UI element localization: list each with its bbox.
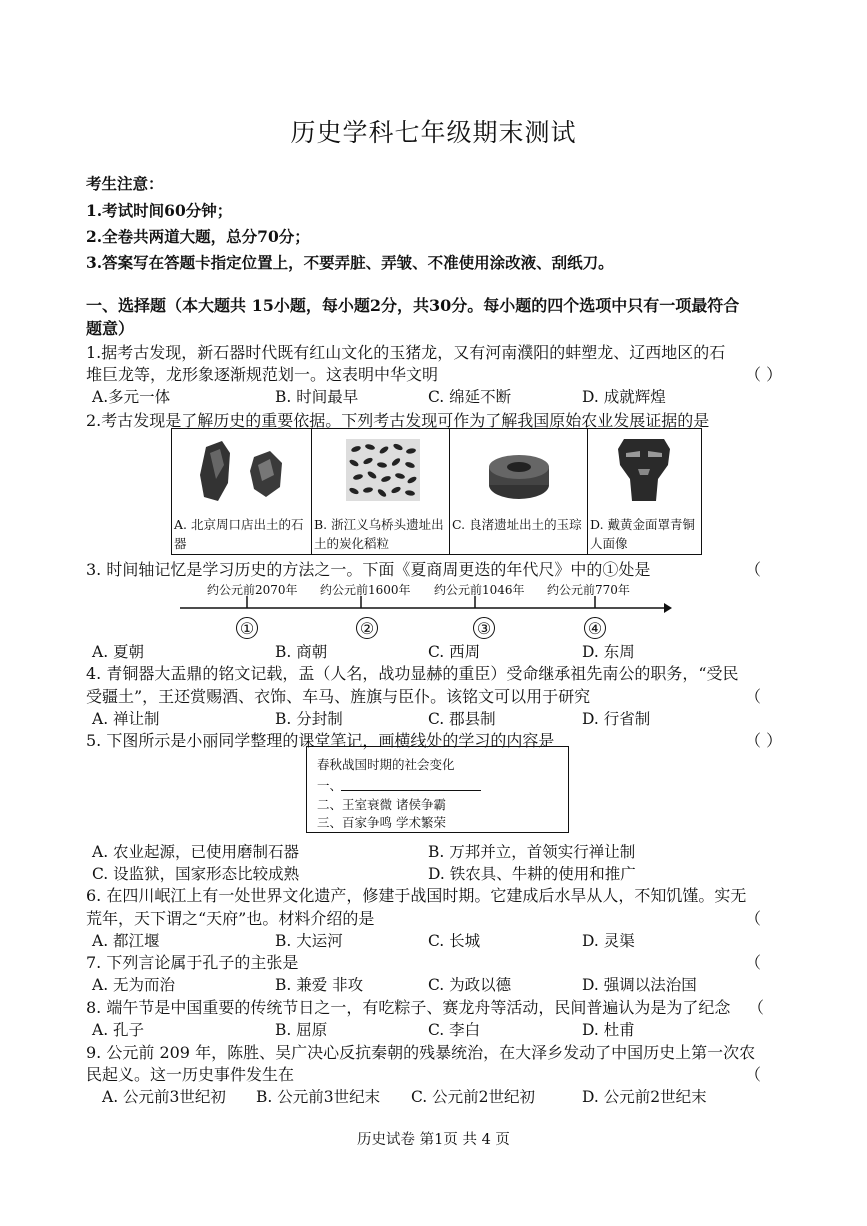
timeline-mark-4: ④ (584, 617, 606, 639)
q9-answer-paren: （ (745, 1065, 762, 1084)
q8-option-a: A. 孔子 (92, 1021, 145, 1039)
q2-cell-c (450, 429, 588, 554)
q1-stem-cont: 堆巨龙等，龙形象逐渐规范划一。这表明中华文明 (86, 365, 439, 384)
q2-stem: 2.考古发现是了解历史的重要依据。下列考古发现可作为了解我国原始农业发展证据的是 (86, 411, 710, 430)
q7-option-b: B. 兼爱 非攻 (275, 976, 364, 994)
timeline-arrow (664, 603, 672, 613)
q9-option-a: A. 公元前3世纪初 (102, 1088, 226, 1106)
page-title: 历史学科七年级期末测试 (290, 118, 577, 147)
q5-stem: 5. 下图所示是小丽同学整理的课堂笔记，画横线处的学习的内容是 (86, 731, 555, 750)
carbonized-rice-image (318, 435, 444, 509)
q8-option-b: B. 屈原 (275, 1021, 328, 1039)
q3-option-c: C. 西周 (428, 643, 481, 661)
q4-stem: 4. 青铜器大盂鼎的铭文记载，盂（人名，战功显赫的重臣）受命继承祖先南公的职务，“受民 (86, 664, 739, 683)
timeline-date: 约公元前1046年 (434, 583, 525, 597)
q5-option-a: A. 农业起源，已使用磨制石器 (92, 843, 300, 861)
q7-answer-paren: （ (745, 953, 762, 972)
q7-option-c: C. 为政以德 (428, 976, 512, 994)
notice-heading: 考生注意： (86, 174, 164, 193)
q8-stem: 8. 端午节是中国重要的传统节日之一，有吃粽子、赛龙舟等活动，民间普遍认为是为了纪念 (86, 998, 731, 1017)
q4-option-c: C. 郡县制 (428, 710, 496, 728)
q7-option-a: A. 无为而治 (92, 976, 176, 994)
q1-option-a: A.多元一体 (92, 388, 171, 406)
notice-item: 2.全卷共两道大题，总分70分； (86, 227, 310, 246)
timeline-axis (180, 594, 672, 620)
q6-option-a: A. 都江堰 (92, 932, 160, 950)
q7-stem: 7. 下列言论属于孔子的主张是 (86, 953, 299, 972)
q2-image-table (171, 428, 702, 555)
q8-option-d: D. 杜甫 (582, 1021, 635, 1039)
q7-option-d: D. 强调以法治国 (582, 976, 697, 994)
stone-tool-image (178, 435, 304, 509)
q6-stem-cont: 荒年，天下谓之“天府”也。材料介绍的是 (86, 909, 375, 928)
q4-option-b: B. 分封制 (275, 710, 343, 728)
q6-option-c: C. 长城 (428, 932, 481, 950)
q9-stem: 9. 公元前 209 年，陈胜、吴广决心反抗秦朝的残暴统治，在大泽乡发动了中国历史上第一次农 (86, 1043, 756, 1062)
timeline-date: 约公元前2070年 (207, 583, 298, 597)
q2-caption-c: C. 良渚遗址出土的玉琮 (452, 517, 582, 532)
q6-stem: 6. 在四川岷江上有一处世界文化遗产，修建于战国时期。它建成后水旱从人，不知饥馑。实无 (86, 886, 747, 905)
q3-option-a: A. 夏朝 (92, 643, 145, 661)
q3-stem: 3. 时间轴记忆是学习历史的方法之一。下面《夏商周更迭的年代尺》中的①处是 (86, 560, 651, 579)
q4-option-d: D. 行省制 (582, 710, 651, 728)
q3-answer-paren: （ (745, 560, 762, 579)
timeline-mark-1: ① (236, 617, 258, 639)
q5-option-c: C. 设监狱，国家形态比较成熟 (92, 865, 300, 883)
timeline-date: 约公元前1600年 (320, 583, 411, 597)
q2-cell-a (172, 429, 312, 554)
notes-blank-underline (341, 790, 481, 791)
q3-option-b: B. 商朝 (275, 643, 328, 661)
q2-cell-b (312, 429, 450, 554)
page-footer: 历史试卷 第1页 共 4 页 (357, 1132, 510, 1148)
q6-answer-paren: （ (745, 909, 762, 928)
q6-option-b: B. 大运河 (275, 932, 343, 950)
section-heading: 一、选择题（本大题共 15小题，每小题2分，共30分。每小题的四个选项中只有一项最符合 (86, 296, 740, 315)
q1-option-d: D. 成就辉煌 (582, 388, 666, 406)
notes-line-3: 三、百家争鸣 学术繁荣 (317, 815, 446, 830)
timeline-mark-2: ② (356, 617, 378, 639)
timeline-date: 约公元前770年 (547, 583, 630, 597)
q2-cell-d (588, 429, 701, 554)
q5-option-b: B. 万邦并立，首领实行禅让制 (428, 843, 636, 861)
q1-stem: 1.据考古发现，新石器时代既有红山文化的玉猪龙，又有河南濮阳的蚌塑龙、辽西地区的石 (86, 343, 726, 362)
notice-item: 3.答案写在答题卡指定位置上，不要弄脏、弄皱、不准使用涂改液、刮纸刀。 (86, 253, 614, 272)
q1-answer-paren: （ ） (745, 365, 783, 384)
notice-item: 1.考试时间60分钟； (86, 201, 233, 220)
q2-caption-a: A. 北京周口店出土的石器 (174, 517, 304, 551)
q9-option-d: D. 公元前2世纪末 (582, 1088, 707, 1106)
q1-option-c: C. 绵延不断 (428, 388, 512, 406)
q6-option-d: D. 灵渠 (582, 932, 635, 950)
q4-answer-paren: （ (745, 687, 762, 706)
q4-stem-cont: 受疆土”，王还赏赐酒、衣饰、车马、旌旗与臣仆。该铭文可以用于研究 (86, 687, 591, 706)
q4-option-a: A. 禅让制 (92, 710, 160, 728)
q1-option-b: B. 时间最早 (275, 388, 359, 406)
q3-option-d: D. 东周 (582, 643, 635, 661)
q9-option-c: C. 公元前2世纪初 (411, 1088, 536, 1106)
notes-title: 春秋战国时期的社会变化 (317, 757, 455, 772)
timeline-mark-3: ③ (473, 617, 495, 639)
bronze-mask-image (594, 435, 695, 509)
q9-stem-cont: 民起义。这一历史事件发生在 (86, 1065, 295, 1084)
q8-option-c: C. 李白 (428, 1021, 481, 1039)
q5-answer-paren: （ ） (745, 731, 783, 750)
q2-caption-b: B. 浙江义乌桥头遗址出土的炭化稻粒 (314, 517, 444, 551)
q2-caption-d: D. 戴黄金面罩青铜人面像 (590, 517, 696, 551)
q8-answer-paren: （ (748, 998, 765, 1017)
jade-cong-image (456, 435, 582, 509)
q5-option-d: D. 铁农具、牛耕的使用和推广 (428, 865, 636, 883)
notes-line-2: 二、王室衰微 诸侯争霸 (317, 797, 446, 812)
class-notes-box (306, 746, 569, 833)
q9-option-b: B. 公元前3世纪末 (256, 1088, 381, 1106)
section-heading-cont: 题意） (86, 319, 135, 338)
notes-line-1: 一、 (317, 778, 343, 793)
